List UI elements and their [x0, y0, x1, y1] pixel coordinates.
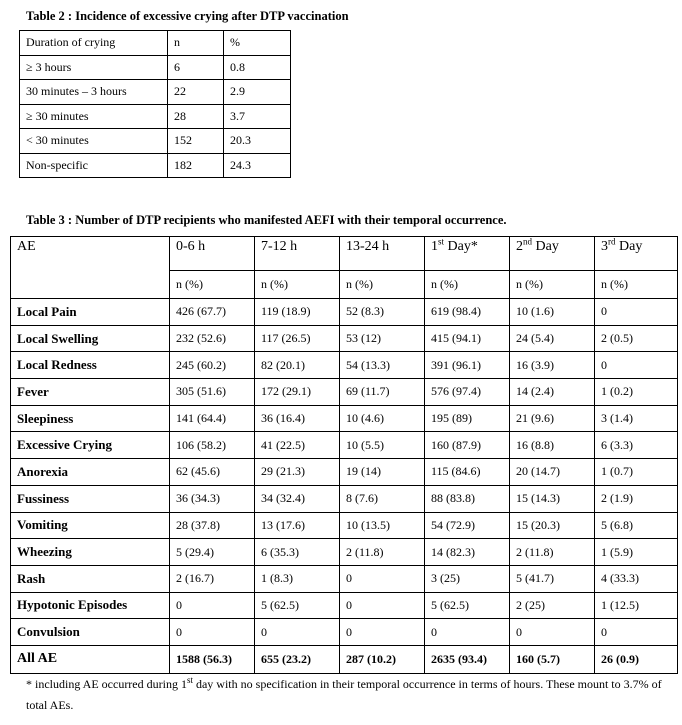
ae-label: Rash: [11, 565, 170, 592]
table-cell: 21 (9.6): [510, 405, 595, 432]
row-label: 30 minutes – 3 hours: [20, 80, 168, 105]
table-cell: 391 (96.1): [425, 352, 510, 379]
table-cell: 5 (41.7): [510, 565, 595, 592]
table-cell: 14 (82.3): [425, 539, 510, 566]
table-cell: 5 (6.8): [595, 512, 678, 539]
table-cell: 24 (5.4): [510, 325, 595, 352]
ae-label: Vomiting: [11, 512, 170, 539]
table-cell: 0: [510, 619, 595, 646]
table-cell: 34 (32.4): [255, 485, 340, 512]
ae-label: Hypotonic Episodes: [11, 592, 170, 619]
table-cell: 115 (84.6): [425, 459, 510, 486]
row-label: < 30 minutes: [20, 129, 168, 154]
table-cell: 0.8: [224, 55, 291, 80]
table-cell: 0: [170, 592, 255, 619]
ae-label: Sleepiness: [11, 405, 170, 432]
table3-caption: Table 3 : Number of DTP recipients who manifested AEFI with their temporal occurrence.: [26, 213, 507, 227]
table-row: [20, 153, 291, 178]
table-cell: 15 (20.3): [510, 512, 595, 539]
table-cell: 15 (14.3): [510, 485, 595, 512]
total-cell: 2635 (93.4): [425, 645, 510, 673]
table-cell: 172 (29.1): [255, 379, 340, 406]
time-column-header: 7-12 h: [255, 237, 340, 271]
time-column-header: 3rd Day: [595, 237, 678, 271]
row-label: Non-specific: [20, 153, 168, 178]
table-cell: 245 (60.2): [170, 352, 255, 379]
table-cell: 160 (87.9): [425, 432, 510, 459]
table-row: [11, 459, 678, 486]
table-cell: 52 (8.3): [340, 299, 425, 326]
table-row: [11, 405, 678, 432]
unit-subheader: n (%): [255, 271, 340, 299]
column-header: Duration of crying: [20, 31, 168, 56]
table-cell: 54 (13.3): [340, 352, 425, 379]
table-row: [11, 592, 678, 619]
time-column-header: 2nd Day: [510, 237, 595, 271]
table-cell: 0: [170, 619, 255, 646]
table-cell: 2 (25): [510, 592, 595, 619]
table-cell: 22: [168, 80, 224, 105]
unit-subheader: n (%): [340, 271, 425, 299]
table-cell: 305 (51.6): [170, 379, 255, 406]
table-row: [11, 379, 678, 406]
table-cell: 16 (3.9): [510, 352, 595, 379]
table-cell: 19 (14): [340, 459, 425, 486]
table-cell: 28: [168, 104, 224, 129]
table-cell: 36 (34.3): [170, 485, 255, 512]
table-cell: 82 (20.1): [255, 352, 340, 379]
table-row: [11, 619, 678, 646]
table-cell: 119 (18.9): [255, 299, 340, 326]
table-cell: 2 (0.5): [595, 325, 678, 352]
table-cell: 8 (7.6): [340, 485, 425, 512]
table-cell: 20 (14.7): [510, 459, 595, 486]
table-cell: 0: [595, 619, 678, 646]
table-cell: 5 (29.4): [170, 539, 255, 566]
total-label: All AE: [11, 645, 170, 673]
table-cell: 2 (11.8): [510, 539, 595, 566]
table-row: [11, 565, 678, 592]
table-cell: 0: [340, 565, 425, 592]
table-cell: 117 (26.5): [255, 325, 340, 352]
table-cell: 10 (5.5): [340, 432, 425, 459]
table-cell: 415 (94.1): [425, 325, 510, 352]
time-column-header: 0-6 h: [170, 237, 255, 271]
table-row: [11, 299, 678, 326]
table-cell: 69 (11.7): [340, 379, 425, 406]
table-cell: 6 (3.3): [595, 432, 678, 459]
row-label: ≥ 3 hours: [20, 55, 168, 80]
table-cell: 1 (5.9): [595, 539, 678, 566]
table-cell: 24.3: [224, 153, 291, 178]
table-cell: 195 (89): [425, 405, 510, 432]
table-cell: 0: [595, 352, 678, 379]
crying-incidence-table: [19, 30, 291, 178]
ae-column-header: AE: [11, 237, 170, 299]
ae-label: Fussiness: [11, 485, 170, 512]
table-cell: 106 (58.2): [170, 432, 255, 459]
column-header: %: [224, 31, 291, 56]
table-row: [11, 432, 678, 459]
table-cell: 3 (25): [425, 565, 510, 592]
table-cell: 141 (64.4): [170, 405, 255, 432]
table-row: [20, 104, 291, 129]
ae-label: Convulsion: [11, 619, 170, 646]
total-cell: 26 (0.9): [595, 645, 678, 673]
time-column-header: 1st Day*: [425, 237, 510, 271]
table-cell: 20.3: [224, 129, 291, 154]
ae-label: Excessive Crying: [11, 432, 170, 459]
table-cell: 1 (0.7): [595, 459, 678, 486]
table-header-row: [20, 31, 291, 56]
table-cell: 232 (52.6): [170, 325, 255, 352]
table-cell: 0: [595, 299, 678, 326]
table-cell: 6: [168, 55, 224, 80]
ae-label: Anorexia: [11, 459, 170, 486]
aefi-temporal-table: [10, 236, 678, 674]
table-cell: 5 (62.5): [255, 592, 340, 619]
table-cell: 36 (16.4): [255, 405, 340, 432]
table-cell: 0: [255, 619, 340, 646]
table-cell: 6 (35.3): [255, 539, 340, 566]
total-cell: 655 (23.2): [255, 645, 340, 673]
table-cell: 13 (17.6): [255, 512, 340, 539]
table-cell: 14 (2.4): [510, 379, 595, 406]
table-cell: 28 (37.8): [170, 512, 255, 539]
table-cell: 29 (21.3): [255, 459, 340, 486]
table-cell: 4 (33.3): [595, 565, 678, 592]
total-row: [11, 645, 678, 673]
table-row: [11, 485, 678, 512]
table-row: [20, 55, 291, 80]
total-cell: 287 (10.2): [340, 645, 425, 673]
table-cell: 426 (67.7): [170, 299, 255, 326]
table-cell: 2 (1.9): [595, 485, 678, 512]
table-row: [11, 512, 678, 539]
table-cell: 0: [340, 592, 425, 619]
table-cell: 2 (11.8): [340, 539, 425, 566]
table-cell: 1 (12.5): [595, 592, 678, 619]
table-row: [20, 129, 291, 154]
table-cell: 41 (22.5): [255, 432, 340, 459]
table-cell: 3 (1.4): [595, 405, 678, 432]
ae-label: Fever: [11, 379, 170, 406]
table-cell: 576 (97.4): [425, 379, 510, 406]
unit-subheader: n (%): [170, 271, 255, 299]
table-cell: 88 (83.8): [425, 485, 510, 512]
unit-subheader: n (%): [595, 271, 678, 299]
table-cell: 619 (98.4): [425, 299, 510, 326]
table-row: [11, 352, 678, 379]
table-cell: 5 (62.5): [425, 592, 510, 619]
table2-caption: Table 2 : Incidence of excessive crying after DTP vaccination: [26, 9, 349, 23]
ae-label: Local Swelling: [11, 325, 170, 352]
ae-label: Local Pain: [11, 299, 170, 326]
table-cell: 1 (8.3): [255, 565, 340, 592]
table-cell: 152: [168, 129, 224, 154]
table-row: [20, 80, 291, 105]
table-cell: 10 (1.6): [510, 299, 595, 326]
ae-label: Wheezing: [11, 539, 170, 566]
table-cell: 2.9: [224, 80, 291, 105]
table-row: [11, 539, 678, 566]
table3-footnote: * including AE occurred during 1st day with no specification in their temporal occurrence in terms of hours. These mount to 3.7% of total AEs.: [26, 675, 662, 712]
table-header-row: [11, 237, 678, 271]
total-cell: 160 (5.7): [510, 645, 595, 673]
row-label: ≥ 30 minutes: [20, 104, 168, 129]
table-cell: 10 (4.6): [340, 405, 425, 432]
table-cell: 2 (16.7): [170, 565, 255, 592]
table-cell: 1 (0.2): [595, 379, 678, 406]
column-header: n: [168, 31, 224, 56]
unit-subheader: n (%): [425, 271, 510, 299]
table-cell: 0: [425, 619, 510, 646]
table-cell: 3.7: [224, 104, 291, 129]
table-cell: 62 (45.6): [170, 459, 255, 486]
table-cell: 54 (72.9): [425, 512, 510, 539]
time-column-header: 13-24 h: [340, 237, 425, 271]
table-cell: 10 (13.5): [340, 512, 425, 539]
table-cell: 0: [340, 619, 425, 646]
unit-subheader: n (%): [510, 271, 595, 299]
ae-label: Local Redness: [11, 352, 170, 379]
table-cell: 16 (8.8): [510, 432, 595, 459]
total-cell: 1588 (56.3): [170, 645, 255, 673]
table-cell: 53 (12): [340, 325, 425, 352]
table-row: [11, 325, 678, 352]
table-cell: 182: [168, 153, 224, 178]
